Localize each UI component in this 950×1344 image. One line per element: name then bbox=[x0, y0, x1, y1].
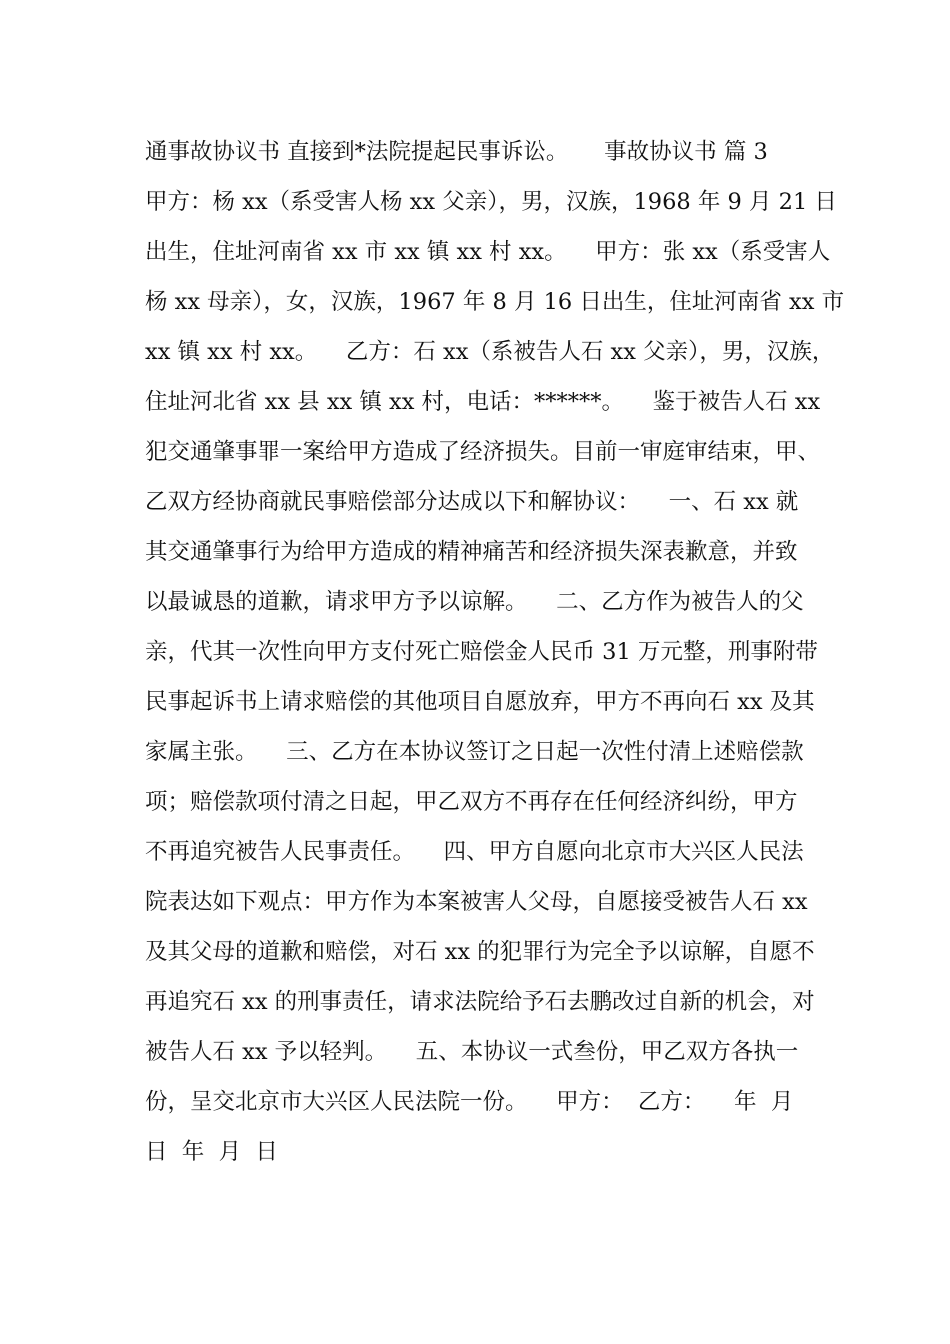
text-line: 再追究石 xx 的刑事责任，请求法院给予石去鹏改过自新的机会，对 bbox=[145, 989, 815, 1015]
text-line: 甲方：杨 xx（系受害人杨 xx 父亲），男，汉族，1968 年 9 月 21 日 bbox=[145, 189, 837, 215]
text-line: 住址河北省 xx 县 xx 镇 xx 村，电话：******。 鉴于被告人石 xx bbox=[145, 389, 821, 415]
text-line: 杨 xx 母亲），女，汉族，1967 年 8 月 16 日出生，住址河南省 xx 市 bbox=[145, 289, 845, 315]
text-line: 及其父母的道歉和赔偿，对石 xx 的犯罪行为完全予以谅解，自愿不 bbox=[145, 939, 815, 965]
text-line: 院表达如下观点：甲方作为本案被害人父母，自愿接受被告人石 xx bbox=[145, 889, 808, 915]
text-line: 以最诚恳的道歉，请求甲方予以谅解。 二、乙方作为被告人的父 bbox=[145, 589, 804, 615]
text-line: 乙双方经协商就民事赔偿部分达成以下和解协议： 一、石 xx 就 bbox=[145, 489, 799, 515]
text-line: 项；赔偿款项付清之日起，甲乙双方不再存在任何经济纠纷，甲方 bbox=[145, 789, 798, 815]
text-line: xx 镇 xx 村 xx。 乙方：石 xx（系被告人石 xx 父亲），男，汉族， bbox=[145, 339, 835, 365]
text-line: 犯交通肇事罪一案给甲方造成了经济损失。目前一审庭审结束，甲、 bbox=[145, 439, 821, 465]
text-line: 被告人石 xx 予以轻判。 五、本协议一式叁份，甲乙双方各执一 bbox=[145, 1039, 799, 1065]
text-line: 日 年 月 日 bbox=[145, 1139, 278, 1165]
document-body bbox=[145, 127, 845, 1177]
text-line: 出生，住址河南省 xx 市 xx 镇 xx 村 xx。 甲方：张 xx（系受害人 bbox=[145, 239, 831, 265]
text-line: 其交通肇事行为给甲方造成的精神痛苦和经济损失深表歉意，并致 bbox=[145, 539, 798, 565]
text-line: 不再追究被告人民事责任。 四、甲方自愿向北京市大兴区人民法 bbox=[145, 839, 804, 865]
text-line: 亲，代其一次性向甲方支付死亡赔偿金人民币 31 万元整，刑事附带 bbox=[145, 639, 818, 665]
text-line: 民事起诉书上请求赔偿的其他项目自愿放弃，甲方不再向石 xx 及其 bbox=[145, 689, 815, 715]
text-line: 通事故协议书 直接到*法院提起民事诉讼。 事故协议书 篇 3 bbox=[145, 139, 768, 165]
text-line: 家属主张。 三、乙方在本协议签订之日起一次性付清上述赔偿款 bbox=[145, 739, 804, 765]
text-line: 份，呈交北京市大兴区人民法院一份。 甲方： 乙方： 年 月 bbox=[145, 1089, 794, 1115]
